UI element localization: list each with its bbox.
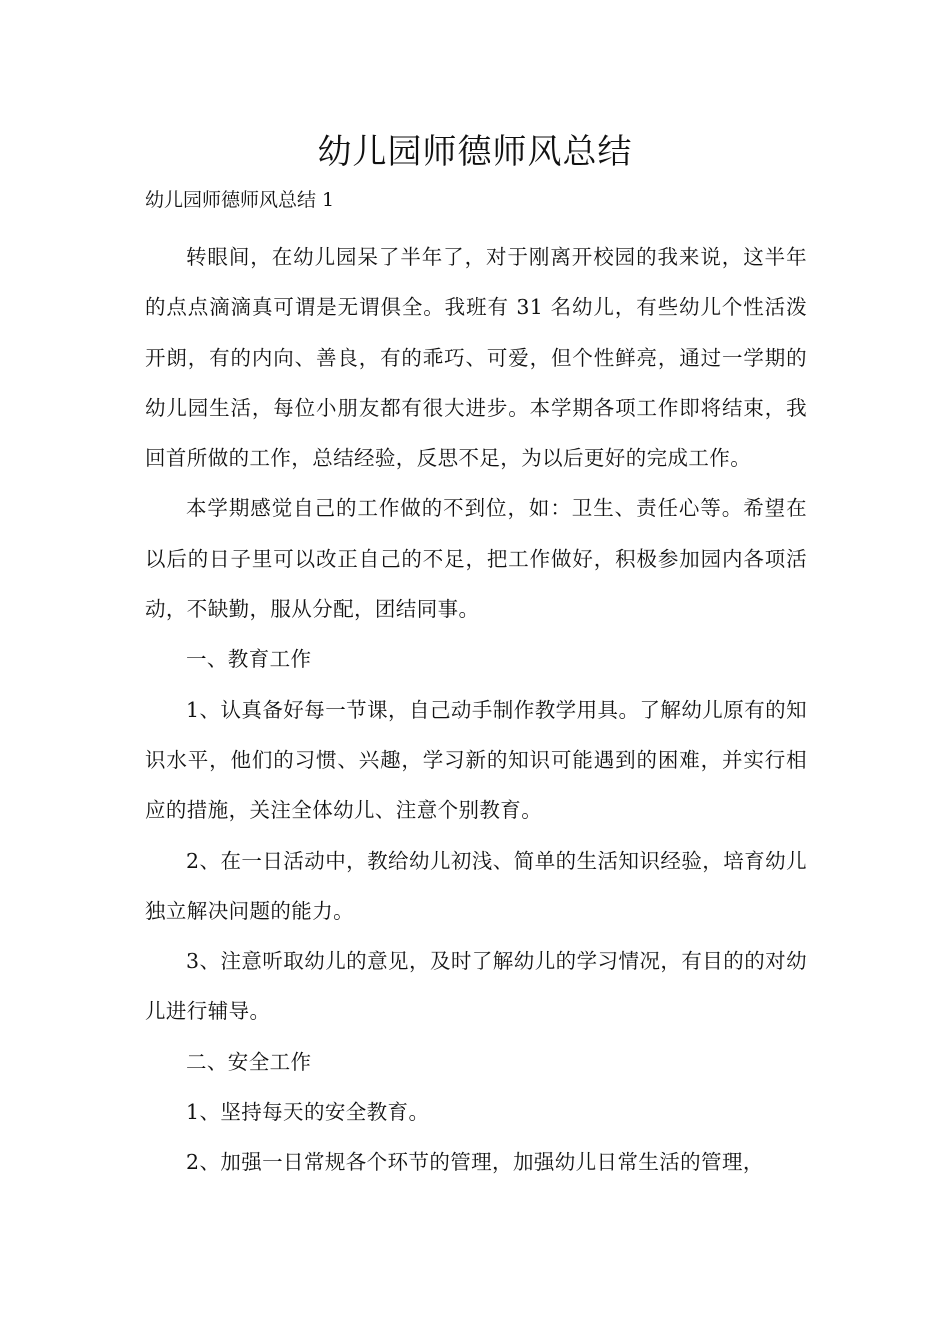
paragraph-reflection: 本学期感觉自己的工作做的不到位，如：卫生、责任心等。希望在以后的日子里可以改正自己的不足，把工作做好，积极参加园内各项活动，不缺勤，服从分配，团结同事。 — [145, 496, 807, 622]
document-body — [145, 232, 807, 1188]
paragraph-education-2: 2、在一日活动中，教给幼儿初浅、简单的生活知识经验，培育幼儿独立解决问题的能力。 — [145, 848, 807, 923]
paragraph-intro: 转眼间，在幼儿园呆了半年了，对于刚离开校园的我来说，这半年的点点滴滴真可谓是无谓俱全。我班有 31 名幼儿，有些幼儿个性活泼开朗，有的内向、善良，有的乖巧、可爱，但个性鲜亮，通过一学期的幼儿园生活，每位小朋友都有很大进步。本学期各项工作即将结束，我回首所做的工作，总结经验，反思不足，为以后更好的完成工作。 — [145, 245, 807, 471]
paragraph-safety-1: 1、坚持每天的安全教育。 — [186, 1100, 430, 1125]
paragraph-education-1: 1、认真备好每一节课，自己动手制作教学用具。了解幼儿原有的知识水平，他们的习惯、兴趣，学习新的知识可能遇到的困难，并实行相应的措施，关注全体幼儿、注意个别教育。 — [145, 697, 807, 823]
document-subtitle: 幼儿园师德师风总结 1 — [145, 189, 335, 211]
paragraph-safety-2: 2、加强一日常规各个环节的管理，加强幼儿日常生活的管理， — [186, 1150, 764, 1175]
paragraph-education-3: 3、注意听取幼儿的意见，及时了解幼儿的学习情况，有目的的对幼儿进行辅导。 — [145, 949, 807, 1024]
section-heading-education: 一、教育工作 — [186, 647, 312, 672]
document-title: 幼儿园师德师风总结 — [317, 132, 633, 172]
section-heading-safety: 二、安全工作 — [186, 1049, 312, 1074]
